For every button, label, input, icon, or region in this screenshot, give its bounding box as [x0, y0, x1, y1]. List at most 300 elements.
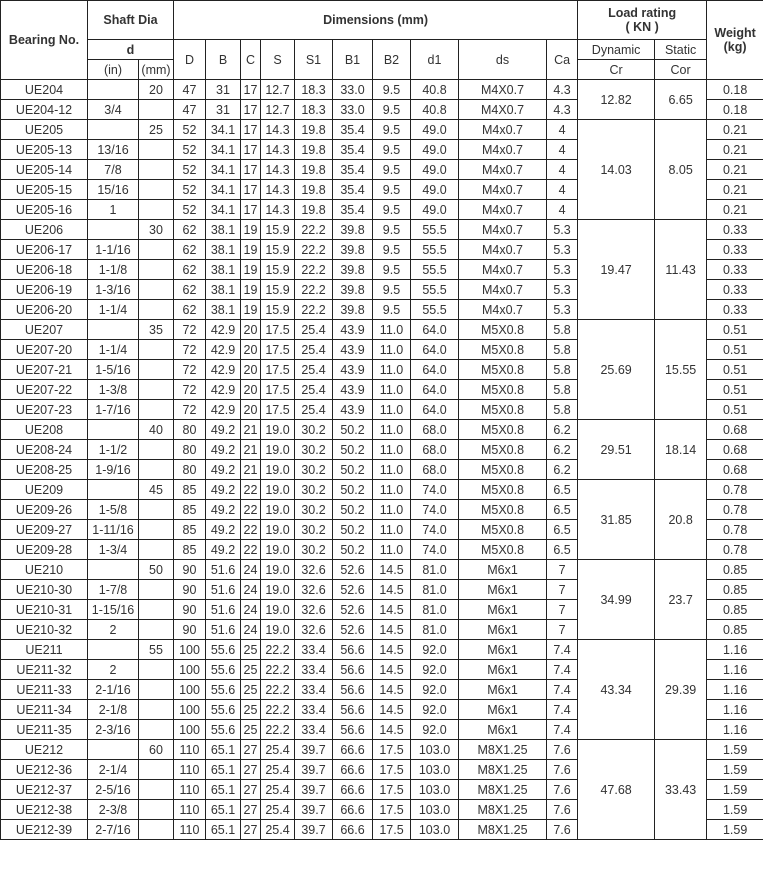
dim-col-ds: ds: [459, 40, 547, 80]
dimension-cell: 5.3: [547, 260, 578, 280]
dimension-cell: 56.6: [333, 700, 373, 720]
dimension-cell: 12.7: [261, 100, 295, 120]
dimension-cell: M4x0.7: [459, 160, 547, 180]
shaft-inch-cell: 7/8: [88, 160, 139, 180]
dimension-cell: 47: [174, 100, 206, 120]
weight-cell: 1.16: [707, 680, 763, 700]
weight-cell: 0.21: [707, 160, 763, 180]
shaft-inch-cell: 1-1/16: [88, 240, 139, 260]
dimension-cell: 11.0: [373, 320, 411, 340]
bearing-no-cell: UE209-28: [1, 540, 88, 560]
bearing-no-cell: UE205: [1, 120, 88, 140]
dimension-cell: 15.9: [261, 220, 295, 240]
dimension-cell: 92.0: [411, 680, 459, 700]
shaft-mm-cell: [139, 340, 174, 360]
dimension-cell: 17.5: [373, 800, 411, 820]
dimension-cell: 14.3: [261, 140, 295, 160]
dimension-cell: 103.0: [411, 780, 459, 800]
dimension-cell: M4x0.7: [459, 300, 547, 320]
dynamic-header: Dynamic: [578, 40, 655, 60]
dimension-cell: 49.2: [206, 500, 241, 520]
dimension-cell: 6.2: [547, 420, 578, 440]
dimension-cell: 27: [241, 740, 261, 760]
shaft-inch-cell: 1-1/4: [88, 300, 139, 320]
bearing-no-cell: UE207-20: [1, 340, 88, 360]
dimension-cell: 9.5: [373, 140, 411, 160]
dimension-cell: 72: [174, 380, 206, 400]
shaft-inch-cell: 2: [88, 660, 139, 680]
dimension-cell: 31: [206, 100, 241, 120]
dynamic-rating-cell: 43.34: [578, 640, 655, 740]
dimension-cell: 50.2: [333, 440, 373, 460]
bearing-no-cell: UE211-35: [1, 720, 88, 740]
dimension-cell: 110: [174, 740, 206, 760]
dimension-cell: 100: [174, 660, 206, 680]
dimension-cell: 7.6: [547, 760, 578, 780]
shaft-inch-cell: 15/16: [88, 180, 139, 200]
dimension-cell: 51.6: [206, 620, 241, 640]
dimension-cell: 39.7: [295, 800, 333, 820]
weight-cell: 1.59: [707, 800, 763, 820]
weight-cell: 1.16: [707, 700, 763, 720]
dimension-cell: 52: [174, 120, 206, 140]
dimension-cell: M6x1: [459, 600, 547, 620]
dimension-cell: 90: [174, 580, 206, 600]
dimension-cell: M4X0.7: [459, 100, 547, 120]
dimension-cell: 34.1: [206, 160, 241, 180]
dimension-cell: 21: [241, 460, 261, 480]
dimension-cell: M6x1: [459, 660, 547, 680]
shaft-inch-cell: 1-7/8: [88, 580, 139, 600]
dimension-cell: 9.5: [373, 260, 411, 280]
shaft-mm-cell: 20: [139, 80, 174, 100]
dimension-cell: 39.7: [295, 820, 333, 840]
dynamic-rating-cell: 31.85: [578, 480, 655, 560]
dimension-cell: 5.3: [547, 300, 578, 320]
dimension-cell: M4X0.7: [459, 80, 547, 100]
shaft-mm-cell: [139, 300, 174, 320]
dimension-cell: 14.3: [261, 200, 295, 220]
dimension-cell: 49.0: [411, 160, 459, 180]
dimension-cell: 30.2: [295, 540, 333, 560]
weight-cell: 1.59: [707, 760, 763, 780]
shaft-inch-cell: 2-3/8: [88, 800, 139, 820]
dimension-cell: 15.9: [261, 260, 295, 280]
dimension-cell: 17.5: [373, 760, 411, 780]
dimension-cell: 4: [547, 160, 578, 180]
dimension-cell: 30.2: [295, 440, 333, 460]
dimension-cell: 74.0: [411, 500, 459, 520]
dimension-cell: 64.0: [411, 400, 459, 420]
shaft-mm-cell: [139, 680, 174, 700]
dimension-cell: 65.1: [206, 820, 241, 840]
dynamic-rating-cell: 25.69: [578, 320, 655, 420]
dimension-cell: 15.9: [261, 240, 295, 260]
bearing-no-cell: UE209-26: [1, 500, 88, 520]
dimension-cell: 81.0: [411, 560, 459, 580]
dimension-cell: 72: [174, 340, 206, 360]
dimension-cell: 49.2: [206, 480, 241, 500]
shaft-inch-cell: [88, 220, 139, 240]
dimension-cell: 110: [174, 760, 206, 780]
weight-cell: 0.85: [707, 580, 763, 600]
shaft-mm-cell: 30: [139, 220, 174, 240]
static-rating-cell: 8.05: [655, 120, 707, 220]
dimension-cell: 7.6: [547, 780, 578, 800]
dimension-cell: 39.8: [333, 260, 373, 280]
dimension-cell: M5X0.8: [459, 540, 547, 560]
dimension-cell: 5.3: [547, 220, 578, 240]
dimension-cell: 22.2: [261, 680, 295, 700]
weight-cell: 0.78: [707, 520, 763, 540]
dimension-cell: 64.0: [411, 320, 459, 340]
dimension-cell: 25.4: [295, 340, 333, 360]
dimension-cell: 19.0: [261, 540, 295, 560]
shaft-mm-cell: [139, 240, 174, 260]
table-row: [1, 120, 763, 140]
dimension-cell: 11.0: [373, 460, 411, 480]
dimension-cell: 66.6: [333, 800, 373, 820]
shaft-inch-cell: 1-3/4: [88, 540, 139, 560]
shaft-mm-cell: [139, 400, 174, 420]
dimension-cell: 100: [174, 700, 206, 720]
dimension-cell: 4: [547, 180, 578, 200]
dimension-cell: 27: [241, 820, 261, 840]
dimension-cell: 49.0: [411, 120, 459, 140]
dimension-cell: 25.4: [261, 740, 295, 760]
bearing-no-cell: UE206-18: [1, 260, 88, 280]
dimension-cell: 5.3: [547, 240, 578, 260]
dimension-cell: 43.9: [333, 320, 373, 340]
shaft-mm-cell: [139, 140, 174, 160]
dimension-cell: 66.6: [333, 820, 373, 840]
dimension-cell: 19: [241, 260, 261, 280]
weight-cell: 0.21: [707, 200, 763, 220]
weight-cell: 0.68: [707, 460, 763, 480]
dimension-cell: 40.8: [411, 100, 459, 120]
dimension-cell: 34.1: [206, 140, 241, 160]
static-rating-cell: 23.7: [655, 560, 707, 640]
dimension-cell: 33.4: [295, 680, 333, 700]
dimension-cell: 35.4: [333, 180, 373, 200]
dimension-cell: 25.4: [295, 360, 333, 380]
load-rating-header: [578, 1, 707, 40]
dimension-cell: 52.6: [333, 600, 373, 620]
dimension-cell: 68.0: [411, 460, 459, 480]
dimension-cell: 33.0: [333, 80, 373, 100]
dimension-cell: 11.0: [373, 480, 411, 500]
shaft-inch-cell: [88, 320, 139, 340]
dimension-cell: 55.6: [206, 640, 241, 660]
dimension-cell: 25.4: [261, 820, 295, 840]
dimension-cell: 4: [547, 120, 578, 140]
weight-cell: 0.33: [707, 260, 763, 280]
dimension-cell: 19: [241, 240, 261, 260]
dimension-cell: 110: [174, 820, 206, 840]
weight-cell: 0.21: [707, 180, 763, 200]
shaft-inch-cell: 1-15/16: [88, 600, 139, 620]
dimension-cell: 19: [241, 280, 261, 300]
dimension-cell: 7.4: [547, 680, 578, 700]
dimension-cell: 20: [241, 360, 261, 380]
dimension-cell: 90: [174, 600, 206, 620]
dim-col-B: B: [206, 40, 241, 80]
dimension-cell: 81.0: [411, 600, 459, 620]
dimension-cell: 19.8: [295, 140, 333, 160]
shaft-inch-cell: [88, 420, 139, 440]
dimension-cell: 19.8: [295, 200, 333, 220]
dimension-cell: 27: [241, 800, 261, 820]
shaft-mm-cell: [139, 440, 174, 460]
dimension-cell: 39.8: [333, 280, 373, 300]
dimension-cell: 14.5: [373, 640, 411, 660]
dimension-cell: 34.1: [206, 180, 241, 200]
dimension-cell: 25.4: [261, 760, 295, 780]
dimension-cell: 6.5: [547, 480, 578, 500]
dimension-cell: 49.0: [411, 140, 459, 160]
dimension-cell: 24: [241, 580, 261, 600]
weight-cell: 0.78: [707, 540, 763, 560]
dimension-cell: 11.0: [373, 340, 411, 360]
dimension-cell: 52: [174, 200, 206, 220]
dimension-cell: 17.5: [261, 320, 295, 340]
shaft-mm-cell: [139, 620, 174, 640]
dimension-cell: 9.5: [373, 160, 411, 180]
dimension-cell: 20: [241, 400, 261, 420]
dimension-cell: 81.0: [411, 620, 459, 640]
dimension-cell: 50.2: [333, 500, 373, 520]
shaft-mm-cell: [139, 700, 174, 720]
dimension-cell: 9.5: [373, 100, 411, 120]
dimension-cell: M8X1.25: [459, 800, 547, 820]
shaft-inch-cell: 1: [88, 200, 139, 220]
dimension-cell: 6.5: [547, 500, 578, 520]
dimension-cell: M5X0.8: [459, 440, 547, 460]
dimension-cell: 30.2: [295, 480, 333, 500]
dimension-cell: 38.1: [206, 220, 241, 240]
dimension-cell: 39.7: [295, 780, 333, 800]
shaft-inch-cell: [88, 480, 139, 500]
shaft-mm-cell: [139, 660, 174, 680]
dimension-cell: 17: [241, 80, 261, 100]
dimension-cell: 43.9: [333, 340, 373, 360]
dimension-cell: M8X1.25: [459, 820, 547, 840]
dimension-cell: 14.5: [373, 600, 411, 620]
shaft-inch-cell: [88, 640, 139, 660]
dimension-cell: 17.5: [261, 340, 295, 360]
dimension-cell: 25: [241, 720, 261, 740]
dimension-cell: 80: [174, 420, 206, 440]
weight-cell: 0.51: [707, 360, 763, 380]
dim-col-B1: B1: [333, 40, 373, 80]
dimension-cell: 11.0: [373, 500, 411, 520]
bearing-no-cell: UE209-27: [1, 520, 88, 540]
dimension-cell: 25: [241, 640, 261, 660]
dimension-cell: 42.9: [206, 340, 241, 360]
dimension-cell: 55.6: [206, 700, 241, 720]
shaft-inch-cell: 1-1/2: [88, 440, 139, 460]
dimension-cell: 62: [174, 260, 206, 280]
dimension-cell: M4x0.7: [459, 220, 547, 240]
dimension-cell: 74.0: [411, 540, 459, 560]
dimension-cell: M5X0.8: [459, 340, 547, 360]
load-rating-unit: ( KN ): [625, 20, 659, 34]
shaft-dia-header: Shaft Dia: [88, 1, 174, 40]
dimension-cell: 65.1: [206, 760, 241, 780]
dimension-cell: M4x0.7: [459, 200, 547, 220]
dimension-cell: 110: [174, 780, 206, 800]
weight-cell: 1.59: [707, 740, 763, 760]
dynamic-rating-cell: 34.99: [578, 560, 655, 640]
dimension-cell: 34.1: [206, 120, 241, 140]
dimension-cell: 7.4: [547, 640, 578, 660]
dimension-cell: 80: [174, 440, 206, 460]
dimension-cell: 39.7: [295, 740, 333, 760]
dimension-cell: 51.6: [206, 560, 241, 580]
dimension-cell: 25.4: [261, 800, 295, 820]
dimension-cell: 49.2: [206, 520, 241, 540]
dimension-cell: 62: [174, 240, 206, 260]
dynamic-rating-cell: 47.68: [578, 740, 655, 840]
bearing-no-header: Bearing No.: [1, 1, 88, 80]
dimension-cell: 62: [174, 220, 206, 240]
weight-cell: 0.18: [707, 80, 763, 100]
static-rating-cell: 15.55: [655, 320, 707, 420]
dimension-cell: 17.5: [373, 740, 411, 760]
dimension-cell: 90: [174, 560, 206, 580]
dimension-cell: 9.5: [373, 180, 411, 200]
dimension-cell: 38.1: [206, 240, 241, 260]
dimension-cell: 52: [174, 140, 206, 160]
dimension-cell: 17.5: [261, 400, 295, 420]
bearing-no-cell: UE210-32: [1, 620, 88, 640]
dimension-cell: 17: [241, 140, 261, 160]
dimension-cell: 49.2: [206, 440, 241, 460]
dimension-cell: M5X0.8: [459, 520, 547, 540]
dimension-cell: 7: [547, 580, 578, 600]
dimension-cell: 14.5: [373, 620, 411, 640]
table-row: [1, 220, 763, 240]
weight-header: [707, 1, 763, 80]
dimension-cell: 7: [547, 620, 578, 640]
shaft-inch-cell: 2-1/4: [88, 760, 139, 780]
shaft-inch-cell: 13/16: [88, 140, 139, 160]
shaft-inch-cell: 1-5/8: [88, 500, 139, 520]
shaft-mm-cell: 60: [139, 740, 174, 760]
dimension-cell: 7: [547, 560, 578, 580]
shaft-inch-cell: 1-9/16: [88, 460, 139, 480]
dimension-cell: 19.8: [295, 180, 333, 200]
shaft-inch-cell: 2: [88, 620, 139, 640]
dimension-cell: 22: [241, 480, 261, 500]
dimension-cell: 14.5: [373, 580, 411, 600]
dimension-cell: 39.8: [333, 300, 373, 320]
dimension-cell: 21: [241, 440, 261, 460]
static-rating-cell: 18.14: [655, 420, 707, 480]
dimension-cell: M4x0.7: [459, 180, 547, 200]
dim-col-S1: S1: [295, 40, 333, 80]
dimension-cell: M4x0.7: [459, 240, 547, 260]
dimension-cell: 22: [241, 500, 261, 520]
bearing-no-cell: UE207: [1, 320, 88, 340]
dimension-cell: M4x0.7: [459, 140, 547, 160]
dimension-cell: 17: [241, 180, 261, 200]
shaft-mm-cell: [139, 160, 174, 180]
dimension-cell: 5.3: [547, 280, 578, 300]
shaft-inch-cell: 1-1/4: [88, 340, 139, 360]
dimension-cell: M6x1: [459, 680, 547, 700]
dimension-cell: 17.5: [373, 820, 411, 840]
dimension-cell: 56.6: [333, 660, 373, 680]
weight-cell: 0.78: [707, 480, 763, 500]
dimension-cell: 49.2: [206, 460, 241, 480]
weight-cell: 0.51: [707, 380, 763, 400]
dimension-cell: 38.1: [206, 280, 241, 300]
dimension-cell: 55.5: [411, 300, 459, 320]
shaft-mm-cell: [139, 600, 174, 620]
dimension-cell: 30.2: [295, 520, 333, 540]
dimension-cell: 14.3: [261, 160, 295, 180]
dimension-cell: 17: [241, 120, 261, 140]
bearing-no-cell: UE207-21: [1, 360, 88, 380]
shaft-mm-cell: [139, 460, 174, 480]
dimension-cell: 24: [241, 560, 261, 580]
dimension-cell: 15.9: [261, 280, 295, 300]
dim-col-Ca: Ca: [547, 40, 578, 80]
weight-cell: 0.68: [707, 440, 763, 460]
dimension-cell: 62: [174, 280, 206, 300]
weight-cell: 1.59: [707, 780, 763, 800]
dimension-cell: 35.4: [333, 120, 373, 140]
dimension-cell: 74.0: [411, 480, 459, 500]
table-row: [1, 420, 763, 440]
dimension-cell: 22.2: [261, 660, 295, 680]
dimension-cell: 25: [241, 680, 261, 700]
dimension-cell: 17.5: [261, 380, 295, 400]
dimension-cell: 14.3: [261, 180, 295, 200]
weight-cell: 0.21: [707, 140, 763, 160]
dimension-cell: 32.6: [295, 600, 333, 620]
shaft-mm-cell: [139, 760, 174, 780]
dimension-cell: M4x0.7: [459, 260, 547, 280]
dimension-cell: 56.6: [333, 640, 373, 660]
dimension-cell: 22.2: [295, 240, 333, 260]
dimension-cell: 7.6: [547, 800, 578, 820]
dimension-cell: 9.5: [373, 80, 411, 100]
weight-cell: 0.78: [707, 500, 763, 520]
dimension-cell: 85: [174, 540, 206, 560]
bearing-no-cell: UE206: [1, 220, 88, 240]
dimension-cell: 19.0: [261, 600, 295, 620]
dimension-cell: M4x0.7: [459, 280, 547, 300]
dimension-cell: 51.6: [206, 600, 241, 620]
dimension-cell: 21: [241, 420, 261, 440]
dimension-cell: 47: [174, 80, 206, 100]
dimension-cell: 14.5: [373, 700, 411, 720]
bearing-no-cell: UE208: [1, 420, 88, 440]
dimension-cell: 22.2: [295, 220, 333, 240]
dimension-cell: 33.4: [295, 720, 333, 740]
weight-cell: 0.85: [707, 600, 763, 620]
dimension-cell: M5X0.8: [459, 380, 547, 400]
bearing-no-cell: UE210-31: [1, 600, 88, 620]
dimension-cell: 43.9: [333, 400, 373, 420]
dimension-cell: 50.2: [333, 520, 373, 540]
dimension-cell: 14.3: [261, 120, 295, 140]
dimension-cell: M5X0.8: [459, 500, 547, 520]
bearing-no-cell: UE211-32: [1, 660, 88, 680]
shaft-mm-cell: [139, 540, 174, 560]
